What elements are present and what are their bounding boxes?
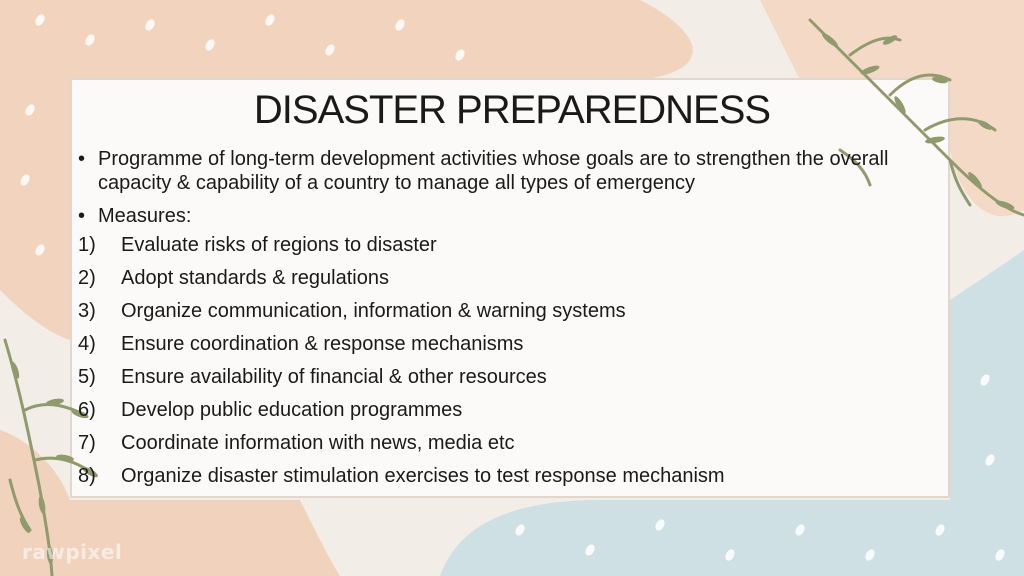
measure-item (78, 327, 898, 360)
watermark: rawpixel (22, 540, 123, 564)
measure-text: Evaluate risks of regions to disaster (121, 233, 437, 256)
measure-text: Ensure coordination & response mechanisms (121, 332, 524, 355)
slide-title: DISASTER PREPAREDNESS (253, 88, 771, 132)
measure-number: 5) (78, 365, 96, 388)
measure-number: 2) (78, 266, 96, 289)
measure-item (78, 426, 898, 459)
bullet-text: Programme of long-term development activities whose goals are to strengthen the overall capacity & capability of a country to manage all types of emergency (98, 148, 889, 194)
measure-text: Ensure availability of financial & other resources (121, 365, 547, 388)
measure-text: Organize communication, information & warning systems (121, 299, 626, 322)
bullet-item (78, 204, 898, 228)
measure-text: Organize disaster stimulation exercises to test response mechanism (121, 464, 725, 487)
measure-item (78, 360, 898, 393)
measure-item (78, 393, 898, 426)
measure-number: 3) (78, 299, 96, 322)
measure-text: Develop public education programmes (121, 398, 463, 421)
measure-item (78, 228, 898, 261)
measure-text: Adopt standards & regulations (121, 266, 389, 289)
measure-number: 8) (78, 464, 96, 487)
measure-number: 7) (78, 431, 96, 454)
measure-number: 1) (78, 233, 96, 256)
measure-item (78, 294, 898, 327)
measure-number: 4) (78, 332, 96, 355)
measure-text: Coordinate information with news, media etc (121, 431, 515, 454)
measure-item (78, 261, 898, 294)
slide-content (78, 147, 898, 492)
bullet-item (78, 147, 898, 195)
bullet-marker: • (78, 205, 86, 227)
bullet-text: Measures: (98, 205, 192, 227)
measure-number: 6) (78, 398, 96, 421)
bullet-marker: • (78, 148, 86, 170)
measure-item (78, 459, 898, 492)
